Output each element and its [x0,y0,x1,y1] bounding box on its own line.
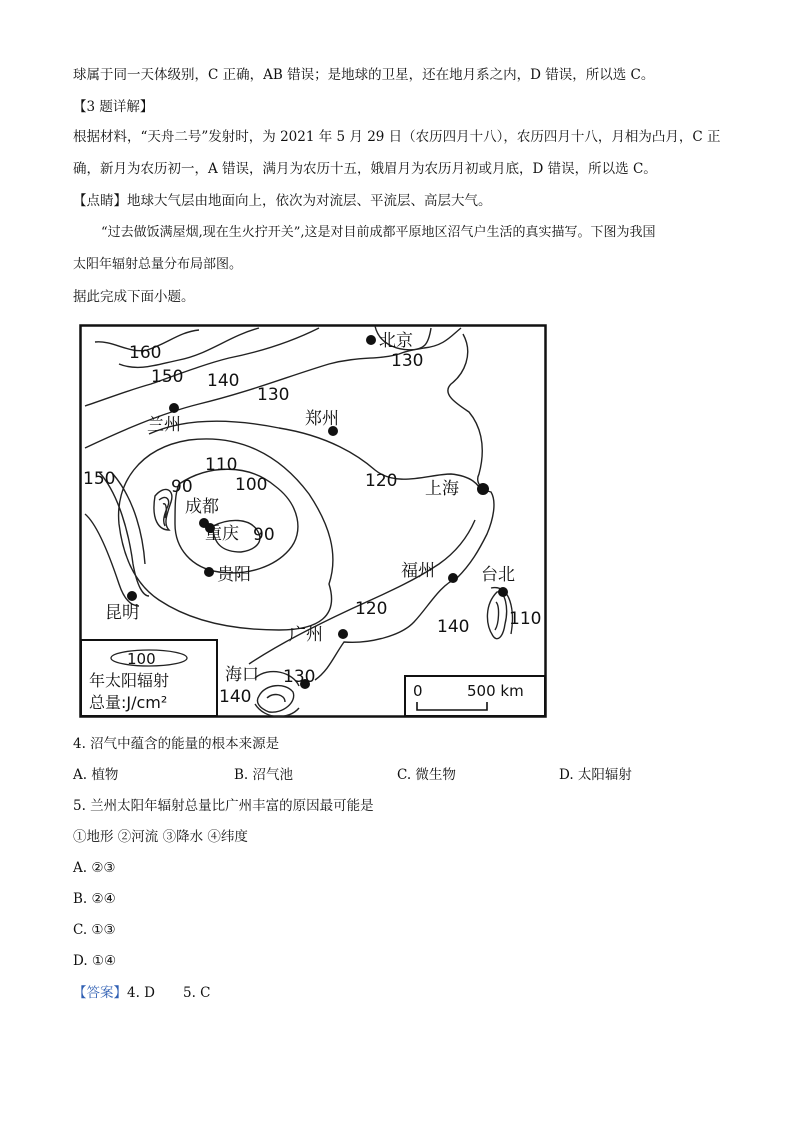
contour-label: 90 [171,477,193,497]
material-intro: “过去做饭满屋烟,现在生火拧开关”,这是对目前成都平原地区沼气户生活的真实描写。下图为我国 [101,225,656,240]
question-4-stem: 4. 沼气中蕴含的能量的根本来源是 [73,736,280,752]
city-label-zhengzhou: 郑州 [305,409,339,429]
tip-text: 地球大气层由地面向上，依次为对流层、平流层、高层大气。 [127,193,492,209]
material-intro: 太阳年辐射总量分布局部图。 [73,257,243,272]
city-label-guiyang: 贵阳 [217,565,251,585]
city-label-taibei: 台北 [481,565,515,585]
contour-label: 120 [355,599,388,619]
answer-5: 5. C [183,985,211,1001]
contour-label: 110 [205,455,238,475]
tip-tag: 【点睛】 [73,193,127,209]
city-dot-fuzhou [448,573,458,583]
contour-label: 140 [437,617,470,637]
answer-tag: 【答案】 [73,985,127,1001]
city-label-chengdu: 成都 [185,497,219,517]
scale-zero: 0 [413,682,423,700]
legend-unit: 总量:J/cm² [89,693,168,712]
prev-solution-line: 确，新月为农历初一，A 错误，满月为农历十五，娥眉月为农历月初或月底，D 错误，所以选 C。 [73,161,657,177]
city-label-lanzhou: 兰州 [147,415,181,435]
city-label-shanghai: 上海 [425,479,459,499]
contour-label: 140 [207,371,240,391]
contour-label: 130 [391,351,424,371]
contour-label: 90 [253,525,275,545]
city-dot-beijing [366,335,376,345]
instruction: 据此完成下面小题。 [73,289,195,305]
answer-line [73,984,211,1002]
city-dot-guiyang [204,567,214,577]
q5-factors: ①地形 ②河流 ③降水 ④纬度 [73,829,248,845]
city-dot-guangzhou [338,629,348,639]
city-label-guangzhou: 广州 [289,625,323,645]
scale-distance: 500 km [467,682,524,700]
map-legend [81,640,217,716]
q5-option-c: C. ①③ [73,922,116,938]
q4-option-b: B. 沼气池 [234,767,294,783]
contour-label: 110 [509,609,542,629]
prev-solution-line: 球属于同一天体级别，C 正确，AB 错误；是地球的卫星，还在地月系之内，D 错误，所以选 C。 [73,67,655,83]
q5-option-a: A. ②③ [73,860,116,876]
legend-title: 年太阳辐射 [89,671,170,690]
q5-option-b: B. ②④ [73,891,116,907]
contour-label: 150 [151,367,184,387]
q4-option-c: C. 微生物 [397,767,456,783]
contour-label: 100 [235,475,268,495]
question-5-stem: 5. 兰州太阳年辐射总量比广州丰富的原因最可能是 [73,798,374,814]
tip-paragraph [73,192,492,210]
contour-label: 120 [365,471,398,491]
city-label-beijing: 北京 [379,331,413,351]
city-label-kunming: 昆明 [105,603,139,623]
city-dot-taibei [498,587,508,597]
answer-4: 4. D [127,985,155,1001]
city-label-haikou: 海口 [225,665,259,685]
prev-solution-line: 根据材料，“天舟二号”发射时，为 2021 年 5 月 29 日（农历四月十八），农历四月十八，月相为凸月，C 正 [73,129,721,145]
question-3-heading: 【3 题详解】 [73,99,154,115]
contour-label: 160 [129,343,162,363]
contour-label: 130 [257,385,290,405]
city-label-chongqing: 重庆 [205,524,239,544]
legend-value: 100 [127,650,156,668]
solar-radiation-map [79,324,547,718]
scale-bar [405,676,545,716]
city-dot-lanzhou [169,403,179,413]
contour-label: 140 [219,687,252,707]
city-dot-shanghai [477,483,489,495]
city-label-fuzhou: 福州 [401,561,435,581]
q5-option-d: D. ①④ [73,953,117,969]
q4-option-d: D. 太阳辐射 [559,767,632,783]
contour-label: 150 [83,469,116,489]
city-dot-kunming [127,591,137,601]
contour-label: 130 [283,667,316,687]
q4-option-a: A. 植物 [73,767,119,783]
